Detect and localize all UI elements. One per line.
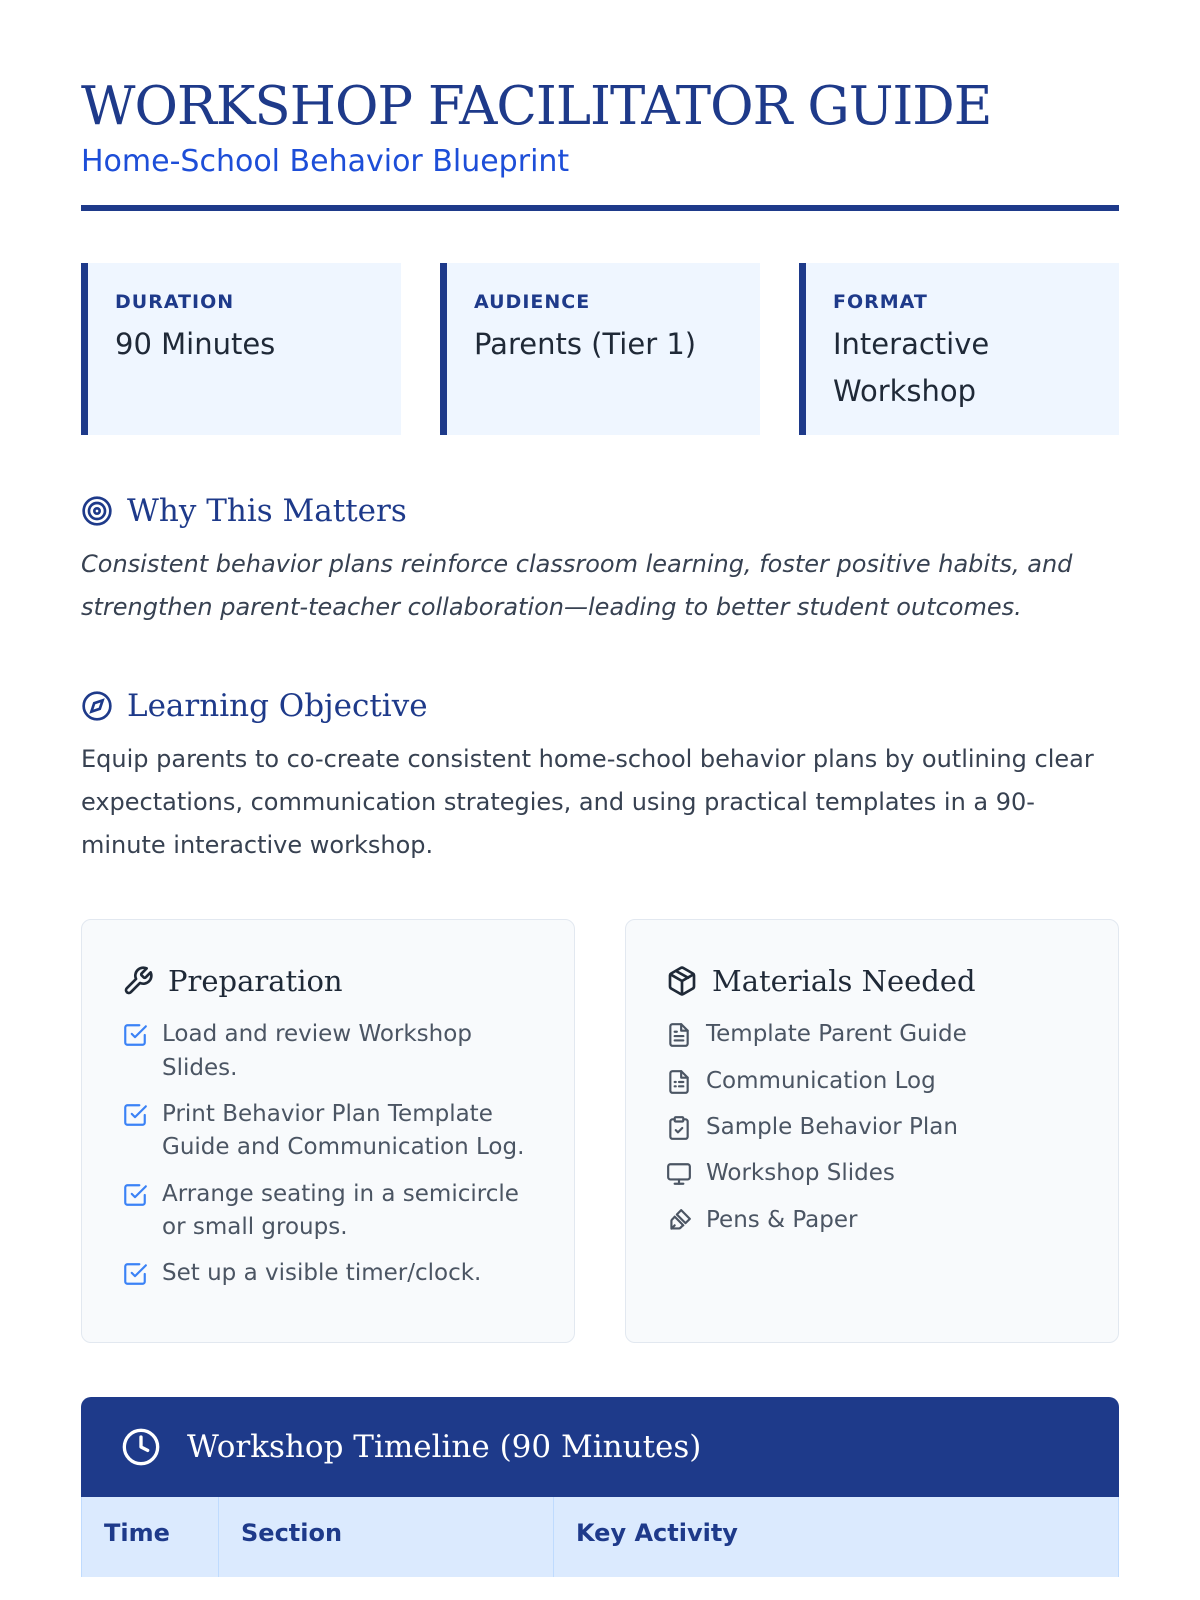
prep-materials-row [81,919,1119,1343]
list-item [666,1157,1080,1190]
document-icon [666,1022,692,1048]
clipboard-icon [666,1115,692,1141]
duration-label: DURATION [115,291,235,314]
materials-box-heading [666,964,1080,998]
preparation-box [81,919,575,1343]
timeline-header [81,1397,1119,1497]
audience-value: Parents (Tier 1) [474,327,697,362]
duration-value: 90 Minutes [115,327,276,362]
preparation-list [122,1018,536,1290]
list-item [122,1257,536,1290]
list-item [666,1018,1080,1051]
column-header-key-activity: Key Activity [576,1519,738,1548]
list-item [122,1098,536,1165]
list-item [666,1111,1080,1144]
preparation-item-text: Arrange seating in a semicircle or small groups. [162,1180,519,1240]
timeline-heading: Workshop Timeline (90 Minutes) [187,1429,702,1466]
format-value: Interactive Workshop [833,327,990,408]
timeline-table-header [81,1497,1119,1577]
checkbox-checked-icon [122,1261,148,1287]
material-item-text: Pens & Paper [706,1206,858,1233]
preparation-heading: Preparation [168,964,343,999]
column-header-time: Time [82,1497,219,1577]
clock-icon [121,1427,161,1467]
list-item [122,1178,536,1245]
materials-list [666,1018,1080,1237]
audience-card [440,263,760,435]
box-icon [666,965,698,997]
target-icon [81,495,113,527]
objective-section-heading [81,688,1119,724]
compass-icon [81,690,113,722]
log-icon [666,1069,692,1095]
audience-label: AUDIENCE [474,291,591,314]
page-title: WORKSHOP FACILITATOR GUIDE [81,76,992,137]
info-cards [81,263,1119,435]
objective-text: Equip parents to co-create consistent home-school behavior plans by outlining clear expectations, communication strategies, and using practical templates in a 90-minute interactive workshop. [81,744,1094,860]
why-heading: Why This Matters [127,493,407,530]
wrench-icon [122,965,154,997]
checkbox-checked-icon [122,1102,148,1128]
list-item [122,1018,536,1085]
material-item-text: Communication Log [706,1067,936,1094]
pen-icon [666,1208,692,1234]
header-divider [81,205,1119,211]
format-label: FORMAT [833,291,928,314]
material-item-text: Sample Behavior Plan [706,1113,958,1140]
materials-box [625,919,1119,1343]
page-subtitle: Home-School Behavior Blueprint [81,144,570,180]
monitor-icon [666,1161,692,1187]
checkbox-checked-icon [122,1182,148,1208]
materials-heading: Materials Needed [712,964,976,999]
format-card [799,263,1119,435]
workshop-timeline [81,1397,1119,1577]
list-item [666,1065,1080,1098]
duration-card [81,263,401,435]
why-text: Consistent behavior plans reinforce classroom learning, foster positive habits, and strengthen parent-teacher collaboration—leading to better student outcomes. [81,550,1073,622]
material-item-text: Workshop Slides [706,1160,895,1187]
checkbox-checked-icon [122,1022,148,1048]
column-header-section: Section [219,1497,554,1577]
preparation-box-heading [122,964,536,998]
preparation-item-text: Print Behavior Plan Template Guide and Communication Log. [162,1100,525,1161]
preparation-item-text: Load and review Workshop Slides. [162,1021,472,1081]
list-item [666,1204,1080,1237]
objective-heading: Learning Objective [127,687,428,724]
why-section-heading [81,493,1119,529]
material-item-text: Template Parent Guide [706,1021,967,1048]
preparation-item-text: Set up a visible timer/clock. [162,1260,482,1287]
